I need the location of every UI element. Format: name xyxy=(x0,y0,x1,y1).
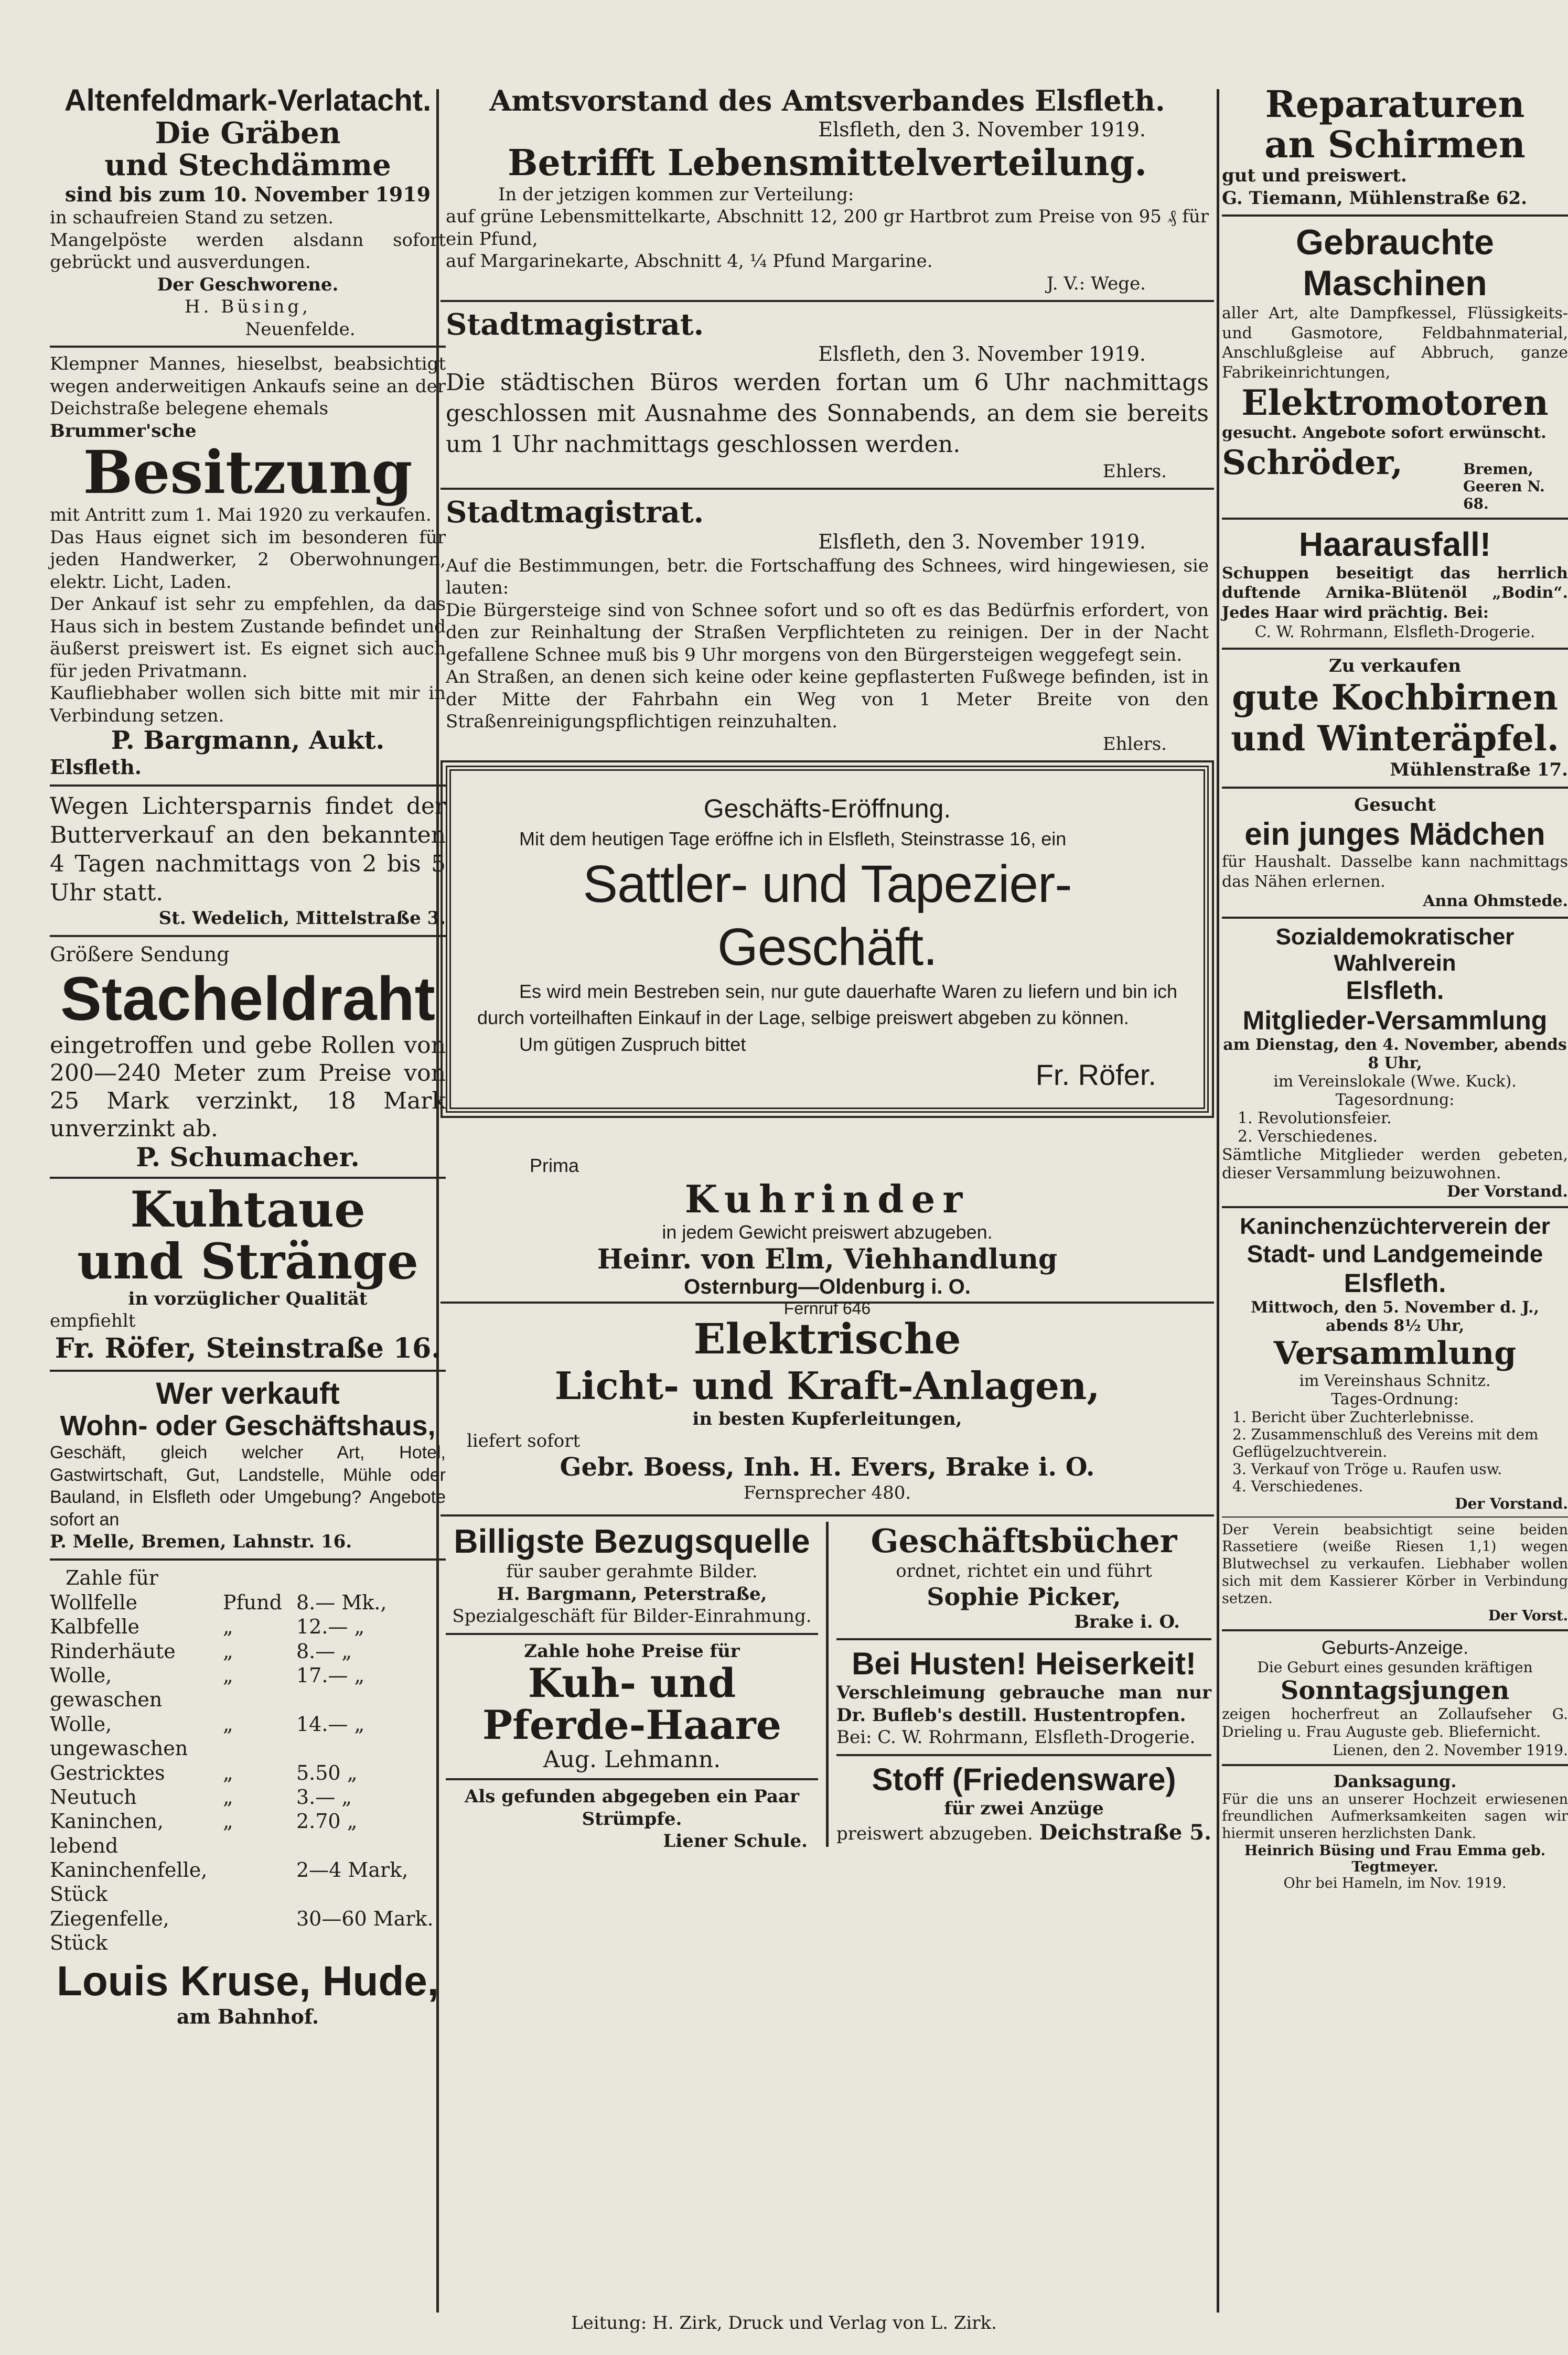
notice-date: Elsfleth, den 3. November 1919. xyxy=(818,530,1146,554)
notice-text: aller Art, alte Dampfkessel, Flüssigkeits- und Gasmotore, Feldbahnmaterial, Anschlußgleise auf Abbruch, ganze Fabrikeinrichtungen, xyxy=(1222,304,1568,382)
divider xyxy=(446,1633,818,1635)
notice-headline: Elsfleth. xyxy=(1344,1268,1446,1298)
notice-text: 2. Verschiedenes. xyxy=(1238,1127,1378,1146)
small-ads-grid xyxy=(441,1522,1214,1852)
price-item: Ziegenfelle, Stück xyxy=(50,1907,169,1955)
notice-kuhtaue xyxy=(50,1181,446,1364)
column-left xyxy=(50,84,446,2029)
price-row xyxy=(50,1761,446,1785)
price-value: 3.— „ xyxy=(296,1785,352,1809)
notice-text: 4. Verschiedenes. xyxy=(1232,1477,1363,1495)
notice-text: in jedem Gewicht preiswert abzugeben. xyxy=(662,1221,993,1243)
notice-text: auf Margarinekarte, Abschnitt 4, ¼ Pfund Margarine. xyxy=(446,251,933,272)
notice-place: Elsfleth. xyxy=(50,755,142,779)
divider xyxy=(1222,648,1568,650)
notice-signature: P. Bargmann, Aukt. xyxy=(111,726,385,756)
notice-signature: G. Tiemann, Mühlenstraße 62. xyxy=(1222,187,1528,209)
notice-text: sind bis zum 10. November 1919 xyxy=(65,182,431,206)
notice-headline: Elsfleth. xyxy=(1346,976,1444,1005)
notice-headline: Mitglieder-Versammlung xyxy=(1242,1005,1548,1035)
ads-left xyxy=(446,1522,818,1852)
divider xyxy=(50,935,446,937)
notice-signature: Heinrich Büsing und Frau Emma geb. Tegtmeyer. xyxy=(1244,1843,1546,1876)
price-table xyxy=(50,1590,446,1955)
notice-text: Die städtischen Büros werden fortan um 6 Uhr nachmittags geschlossen mit Ausnahme des Sonnabends, an dem sie bereits um 1 Uhr nachmittags geschlossen werden. xyxy=(446,369,1209,458)
notice-stacheldraht xyxy=(50,942,446,1172)
notice-signature: Aug. Lehmann. xyxy=(543,1746,721,1773)
notice-headline: Haarausfall! xyxy=(1298,525,1491,563)
notice-text: Mangelpöste werden alsdann sofort gebrückt und ausverdungen. xyxy=(50,229,446,273)
notice-text: für Haushalt. Dasselbe kann nachmittags das Nähen erlernen. xyxy=(1222,853,1568,891)
notice-headline: Licht- und Kraft-Anlagen, xyxy=(554,1363,1100,1408)
notice-text: Der Verein beabsichtigt seine beiden Rassetiere (weiße Riesen 1,1) wegen Blutwechsel zu verkaufen. Liebhaber wollen sich mit dem Kassierer Körber in Verbindung setzen. xyxy=(1222,1521,1568,1607)
notice-text: im Vereinslokale (Wwe. Kuck). xyxy=(1273,1072,1517,1091)
divider xyxy=(836,1638,1211,1640)
price-value: 5.50 „ xyxy=(296,1761,358,1784)
notice-headline: und Winteräpfel. xyxy=(1231,718,1559,759)
divider xyxy=(1222,1206,1568,1208)
notice-footer-row xyxy=(836,1820,1211,1846)
notice-date: Elsfleth, den 3. November 1919. xyxy=(818,342,1146,366)
notice-signature: Schröder, xyxy=(1222,443,1403,482)
notice-signature: Liener Schule. xyxy=(663,1831,808,1852)
column-rule xyxy=(1217,89,1219,2313)
notice-date: Elsfleth, den 3. November 1919. xyxy=(818,118,1146,141)
notice-headline: Geschäfts-Eröffnung. xyxy=(703,794,951,824)
divider xyxy=(1222,214,1568,217)
notice-kuhrinder xyxy=(441,1123,1214,1318)
notice-headline: Elektromotoren xyxy=(1241,382,1549,423)
notice-text: Als gefunden abgegeben ein Paar Strümpfe. xyxy=(464,1786,799,1830)
notice-signature: Deichstraße 5. xyxy=(1039,1820,1211,1845)
notice-text: An Straßen, an denen sich keine oder keine gepflasterten Fußwege befinden, ist in der Mitte der Fahrbahn ein Weg von 1 Meter Breite von den Straßenreinigungspflichtigen reinzuhalten. xyxy=(446,666,1209,733)
price-item: Gestricktes xyxy=(50,1761,165,1784)
notice-place: Osternburg—Oldenburg i. O. xyxy=(684,1275,971,1298)
notice-text: im Vereinshaus Schnitz. xyxy=(1299,1371,1491,1390)
notice-text: zeigen hocherfreut an Zollaufseher G. Drieling u. Frau Auguste geb. Bliefernicht. xyxy=(1222,1705,1568,1741)
notice-text: Es wird mein Bestreben sein, nur gute dauerhafte Waren zu liefern und bin ich durch vorteilhaften Einkauf in der Lage, selbige preiswert abgeben zu können. xyxy=(477,980,1177,1029)
notice-elektrische xyxy=(441,1309,1214,1510)
notice-text: Schuppen beseitigt das herrlich duftende Arnika-Blütenöl „Bodin“. Jedes Haar wird prächtig. Bei: xyxy=(1222,564,1568,622)
notice-headline: Kuhrinder xyxy=(684,1176,970,1221)
notice-text: in besten Kupferleitungen, xyxy=(692,1408,962,1429)
notice-text: Verschleimung gebrauche man nur Dr. Bufleb's destill. Hustentropfen. xyxy=(836,1682,1211,1726)
price-row xyxy=(50,1858,446,1907)
notice-text: 1. Bericht über Zuchterlebnisse. xyxy=(1232,1408,1474,1426)
notice-place: Neuenfelde. xyxy=(245,318,356,340)
notice-signature: Louis Kruse, Hude, xyxy=(57,1958,439,2005)
notice-text: eingetroffen und gebe Rollen von 200—240 Meter zum Preise von 25 Mark verzinkt, 18 Mark unverzinkt ab. xyxy=(50,1032,446,1142)
notice-name: Brummer'sche xyxy=(50,420,197,442)
divider xyxy=(441,488,1214,490)
notice-headline: ein junges Mädchen xyxy=(1244,816,1545,852)
notice-signature: Mühlenstraße 17. xyxy=(1390,759,1568,780)
notice-signature: C. W. Rohrmann, Elsfleth-Drogerie. xyxy=(1254,623,1535,641)
notice-amtsvorstand xyxy=(441,84,1214,295)
notice-signature: Gebr. Boess, Inh. H. Evers, Brake i. O. xyxy=(560,1452,1095,1482)
notice-geschaeftseroeffnung xyxy=(446,766,1209,1113)
price-unit: „ xyxy=(223,1761,233,1784)
divider xyxy=(441,1514,1214,1517)
notice-headline: Kuh- und xyxy=(528,1660,736,1707)
notice-text: In der jetzigen kommen zur Verteilung: xyxy=(498,184,854,205)
divider xyxy=(441,300,1214,302)
divider xyxy=(836,1754,1211,1756)
notice-text: 1. Revolutionsfeier. xyxy=(1238,1109,1392,1127)
notice-text: Die Bürgersteige sind von Schnee sofort und so oft es das Bedürfnis erfordert, von den zur Reinhaltung der Straßen Verpflichteten zu reinigen. Der in der Nacht gefallene Schnee muß bis 9 Uhr morgens von den Bürgersteigen weggefegt sein. xyxy=(446,599,1209,665)
notice-date: Mittwoch, den 5. November d. J., abends 8½ Uhr, xyxy=(1251,1298,1539,1335)
notice-text: Auf die Bestimmungen, betr. die Fortschaffung des Schnees, wird hingewiesen, sie lauten: xyxy=(446,555,1209,599)
notice-stadtmagistrat-2 xyxy=(441,495,1214,755)
price-value: 12.— „ xyxy=(296,1615,365,1639)
price-value: 30—60 Mark. xyxy=(296,1907,434,1930)
divider xyxy=(1222,1764,1568,1766)
notice-headline: Wohn- oder Geschäftshaus, xyxy=(60,1410,436,1442)
notice-headline: Geschäftsbücher xyxy=(871,1522,1177,1561)
price-row xyxy=(50,1615,446,1639)
price-row xyxy=(50,1809,446,1858)
notice-text: Größere Sendung xyxy=(50,942,230,966)
divider xyxy=(50,1370,446,1372)
notice-text: Sämtliche Mitglieder werden gebeten, dieser Versammlung beizuwohnen. xyxy=(1222,1145,1568,1182)
notice-headline: gute Kochbirnen xyxy=(1232,677,1558,718)
price-item: Wollfelle xyxy=(50,1591,138,1615)
notice-headline: Stoff (Friedensware) xyxy=(872,1761,1176,1797)
divider xyxy=(1222,787,1568,789)
notice-text: ordnet, richtet ein und führt xyxy=(896,1561,1152,1582)
notice-signature: H. Bargmann, Peterstraße, xyxy=(497,1583,767,1605)
notice-text: Tagesordnung: xyxy=(1335,1090,1455,1109)
price-unit: „ xyxy=(223,1615,233,1639)
price-value: 8.— Mk., xyxy=(296,1591,387,1615)
notice-text: Gesucht xyxy=(1354,794,1436,815)
price-item: Rinderhäute xyxy=(50,1639,176,1663)
notice-headline: Sonntagsjungen xyxy=(1280,1676,1510,1706)
notice-title: Altenfeldmark-Verlatacht. xyxy=(64,83,432,117)
notice-text: für zwei Anzüge xyxy=(944,1798,1104,1819)
price-unit: „ xyxy=(223,1785,233,1809)
notice-headline: Danksagung. xyxy=(1333,1771,1457,1791)
notice-text: Zahle für xyxy=(66,1566,158,1589)
page-footer-imprint: Leitung: H. Zirk, Druck und Verlag von L. Zirk. xyxy=(571,2313,997,2334)
notice-title: Stadtmagistrat. xyxy=(446,307,704,342)
notice-text: in vorzüglicher Qualität xyxy=(128,1288,368,1309)
notice-headline: Besitzung xyxy=(83,438,413,508)
notice-text: Die Geburt eines gesunden kräftigen xyxy=(1257,1659,1533,1676)
notice-text: liefert sofort xyxy=(467,1431,581,1452)
price-value: 14.— „ xyxy=(296,1712,365,1736)
notice-signature: H. Büsing, xyxy=(185,296,311,318)
notice-headline: Billigste Bezugsquelle xyxy=(454,1522,810,1561)
divider xyxy=(1222,1629,1568,1631)
price-unit: „ xyxy=(223,1712,233,1736)
notice-signature: P. Schumacher. xyxy=(136,1142,360,1173)
notice-text: gut und preiswert. xyxy=(1222,165,1407,186)
divider xyxy=(1222,917,1568,919)
price-row xyxy=(50,1907,446,1955)
notice-date: am Dienstag, den 4. November, abends 8 Uhr, xyxy=(1223,1035,1567,1072)
notice-headline: Kuhtaue xyxy=(130,1181,366,1239)
price-row xyxy=(50,1712,446,1761)
notice-besitzung xyxy=(50,353,446,779)
notice-text: 3. Verkauf von Tröge u. Raufen usw. xyxy=(1232,1460,1502,1478)
price-item: Kaninchen, lebend xyxy=(50,1810,164,1857)
price-item: Neutuch xyxy=(50,1785,137,1809)
notice-text: gesucht. Angebote sofort erwünscht. xyxy=(1222,424,1546,442)
notice-headline: Stacheldraht xyxy=(60,964,435,1034)
notice-signature: Fr. Röfer, Steinstraße 16. xyxy=(55,1332,441,1364)
notice-heading: und Stechdämme xyxy=(104,148,391,183)
notice-signature: Ehlers. xyxy=(1102,733,1167,755)
price-value: 2—4 Mark, xyxy=(296,1858,409,1881)
notice-text: Zahle hohe Preise für xyxy=(524,1640,740,1662)
price-unit: „ xyxy=(223,1664,233,1687)
notice-text: empfiehlt xyxy=(50,1310,136,1332)
price-unit: „ xyxy=(223,1810,233,1833)
notice-headline: Bei Husten! Heiserkeit! xyxy=(852,1646,1196,1682)
price-unit xyxy=(223,1858,296,1907)
notice-heading: Die Gräben xyxy=(155,115,341,150)
notice-text: auf grüne Lebensmittelkarte, Abschnitt 12, 200 gr Hartbrot zum Preise von 95 ₰ für ein Pfund, xyxy=(446,206,1209,250)
price-item: Wolle, gewaschen xyxy=(50,1664,163,1712)
notice-text: Geschäft, gleich welcher Art, Hotel, Gastwirtschaft, Gut, Landstelle, Mühle oder Bauland, in Elsfleth oder Umgebung? Angebote sofort an xyxy=(50,1443,446,1530)
notice-signature: J. V.: Wege. xyxy=(1046,273,1146,294)
notice-headline: und Stränge xyxy=(77,1233,418,1291)
divider xyxy=(50,1558,446,1561)
price-value: 8.— „ xyxy=(296,1639,352,1663)
notice-text: Der Ankauf ist sehr zu empfehlen, da das Haus sich in bestem Zustande befindet und äußerst preiswert ist. Es eignet sich auch für jeden Privatmann. xyxy=(50,594,446,682)
notice-signature: Ehlers. xyxy=(1102,460,1167,482)
notice-text: Das Haus eignet sich im besonderen für jeden Handwerker, 2 Oberwohnungen, elektr. Licht, Laden. xyxy=(50,526,446,593)
price-item: Kalbfelle xyxy=(50,1615,139,1639)
notice-text: preiswert abzugeben. xyxy=(836,1823,1033,1845)
notice-text: in schaufreien Stand zu setzen. xyxy=(50,207,334,229)
notice-phone: Fernsprecher 480. xyxy=(743,1482,911,1503)
notice-signature: Bei: C. W. Rohrmann, Elsfleth-Drogerie. xyxy=(836,1727,1196,1748)
price-unit: Pfund xyxy=(223,1591,282,1615)
notice-text: Kaufliebhaber wollen sich bitte mit mir in Verbindung setzen. xyxy=(50,683,446,726)
notice-text: Klempner Mannes, hieselbst, beabsichtigt wegen anderweitigen Ankaufs seine an der Deichstraße belegene ehemals xyxy=(50,353,446,420)
notice-place: Bremen, Geeren N. 68. xyxy=(1463,460,1545,512)
notice-wer-verkauft xyxy=(50,1377,446,1553)
price-item: Wolle, ungewaschen xyxy=(50,1712,188,1760)
divider xyxy=(446,1778,818,1780)
notice-signature: Anna Ohmstede. xyxy=(1423,892,1568,910)
notice-text: Für die uns an unserer Hochzeit erwiesenen freundlichen Aufmerksamkeiten sagen wir hiermit unseren herzlichsten Dank. xyxy=(1222,1791,1568,1842)
notice-headline: Geburts-Anzeige. xyxy=(1321,1637,1469,1659)
price-unit: „ xyxy=(223,1639,233,1663)
notice-text: Spezialgeschäft für Bilder-Einrahmung. xyxy=(452,1606,812,1627)
notice-footer-row xyxy=(1222,443,1568,512)
notice-price-list xyxy=(50,1566,446,2029)
notice-headline: Stadt- und Landgemeinde xyxy=(1247,1240,1543,1267)
divider xyxy=(1222,518,1568,520)
notice-butterverkauf xyxy=(50,792,446,930)
notice-title: Stadtmagistrat. xyxy=(446,495,704,530)
notice-signature: Der Vorst. xyxy=(1488,1608,1568,1625)
notice-headline: Versammlung xyxy=(1273,1335,1517,1372)
price-row xyxy=(50,1590,446,1615)
notice-headline: Gebrauchte Maschinen xyxy=(1296,222,1494,303)
notice-headline: Sattler- und Tapezier-Geschäft. xyxy=(583,854,1072,976)
notice-headline: Elektrische xyxy=(693,1314,961,1363)
column-right xyxy=(1222,84,1568,1891)
notice-signature: Der Geschworene. xyxy=(157,274,339,295)
notice-text: Zu verkaufen xyxy=(1329,655,1461,676)
notice-stadtmagistrat-1 xyxy=(441,307,1214,482)
divider xyxy=(50,1177,446,1179)
price-item: Kaninchenfelle, Stück xyxy=(50,1858,208,1906)
notice-graeben xyxy=(50,84,446,340)
notice-place: Ohr bei Hameln, im Nov. 1919. xyxy=(1283,1875,1507,1892)
notice-signature: Der Vorstand. xyxy=(1455,1494,1568,1512)
price-value: 2.70 „ xyxy=(296,1810,358,1833)
notice-text: Mit dem heutigen Tage eröffne ich in Elsfleth, Steinstrasse 16, ein xyxy=(519,828,1067,850)
price-row xyxy=(50,1639,446,1663)
notice-signature: P. Melle, Bremen, Lahnstr. 16. xyxy=(50,1531,352,1553)
notice-place: am Bahnhof. xyxy=(176,2005,319,2029)
notice-headline: an Schirmen xyxy=(1264,123,1526,166)
ads-right xyxy=(836,1522,1211,1846)
notice-signature: St. Wedelich, Mittelstraße 3. xyxy=(158,908,446,929)
notice-text: für sauber gerahmte Bilder. xyxy=(506,1561,758,1583)
notice-text: mit Antritt zum 1. Mai 1920 zu verkaufen. xyxy=(50,504,432,526)
notice-date: Lienen, den 2. November 1919. xyxy=(1333,1741,1568,1759)
notice-headline: Pferde-Haare xyxy=(482,1702,781,1749)
notice-text: Prima xyxy=(530,1154,579,1176)
notice-phone: Fernruf 646 xyxy=(783,1298,871,1318)
notice-signature: Der Vorstand. xyxy=(1446,1182,1568,1201)
notice-signature: Sophie Picker, xyxy=(927,1582,1121,1611)
price-value: 17.— „ xyxy=(296,1664,365,1687)
notice-text: Um gütigen Zuspruch bittet xyxy=(519,1033,746,1055)
notice-headline: Reparaturen xyxy=(1265,82,1525,126)
price-row xyxy=(50,1663,446,1712)
notice-place: Brake i. O. xyxy=(1074,1611,1180,1632)
notice-headline: Betrifft Lebensmittelverteilung. xyxy=(507,142,1147,184)
divider xyxy=(50,346,446,348)
notice-signature: Fr. Röfer. xyxy=(1035,1058,1156,1091)
notice-headline: Sozialdemokratischer Wahlverein xyxy=(1275,923,1515,976)
notice-headline: Wer verkauft xyxy=(156,1376,340,1411)
notice-text: Wegen Lichtersparnis findet der Butterverkauf an den bekannten 4 Tagen nachmittags von 2 bis 5 Uhr statt. xyxy=(50,793,446,907)
column-rule xyxy=(826,1522,829,1847)
price-unit xyxy=(223,1907,296,1955)
divider xyxy=(50,784,446,787)
notice-text: Tages-Ordnung: xyxy=(1331,1390,1459,1408)
notice-text: 2. Zusammenschluß des Vereins mit dem Geflügelzuchtverein. xyxy=(1232,1425,1539,1460)
divider xyxy=(1222,1517,1568,1518)
notice-headline: Kaninchenzüchterverein der xyxy=(1240,1213,1550,1239)
notice-title: Amtsvorstand des Amtsverbandes Elsfleth. xyxy=(489,84,1165,117)
column-center xyxy=(441,84,1214,1852)
notice-signature: Heinr. von Elm, Viehhandlung xyxy=(597,1243,1058,1275)
price-row xyxy=(50,1785,446,1809)
